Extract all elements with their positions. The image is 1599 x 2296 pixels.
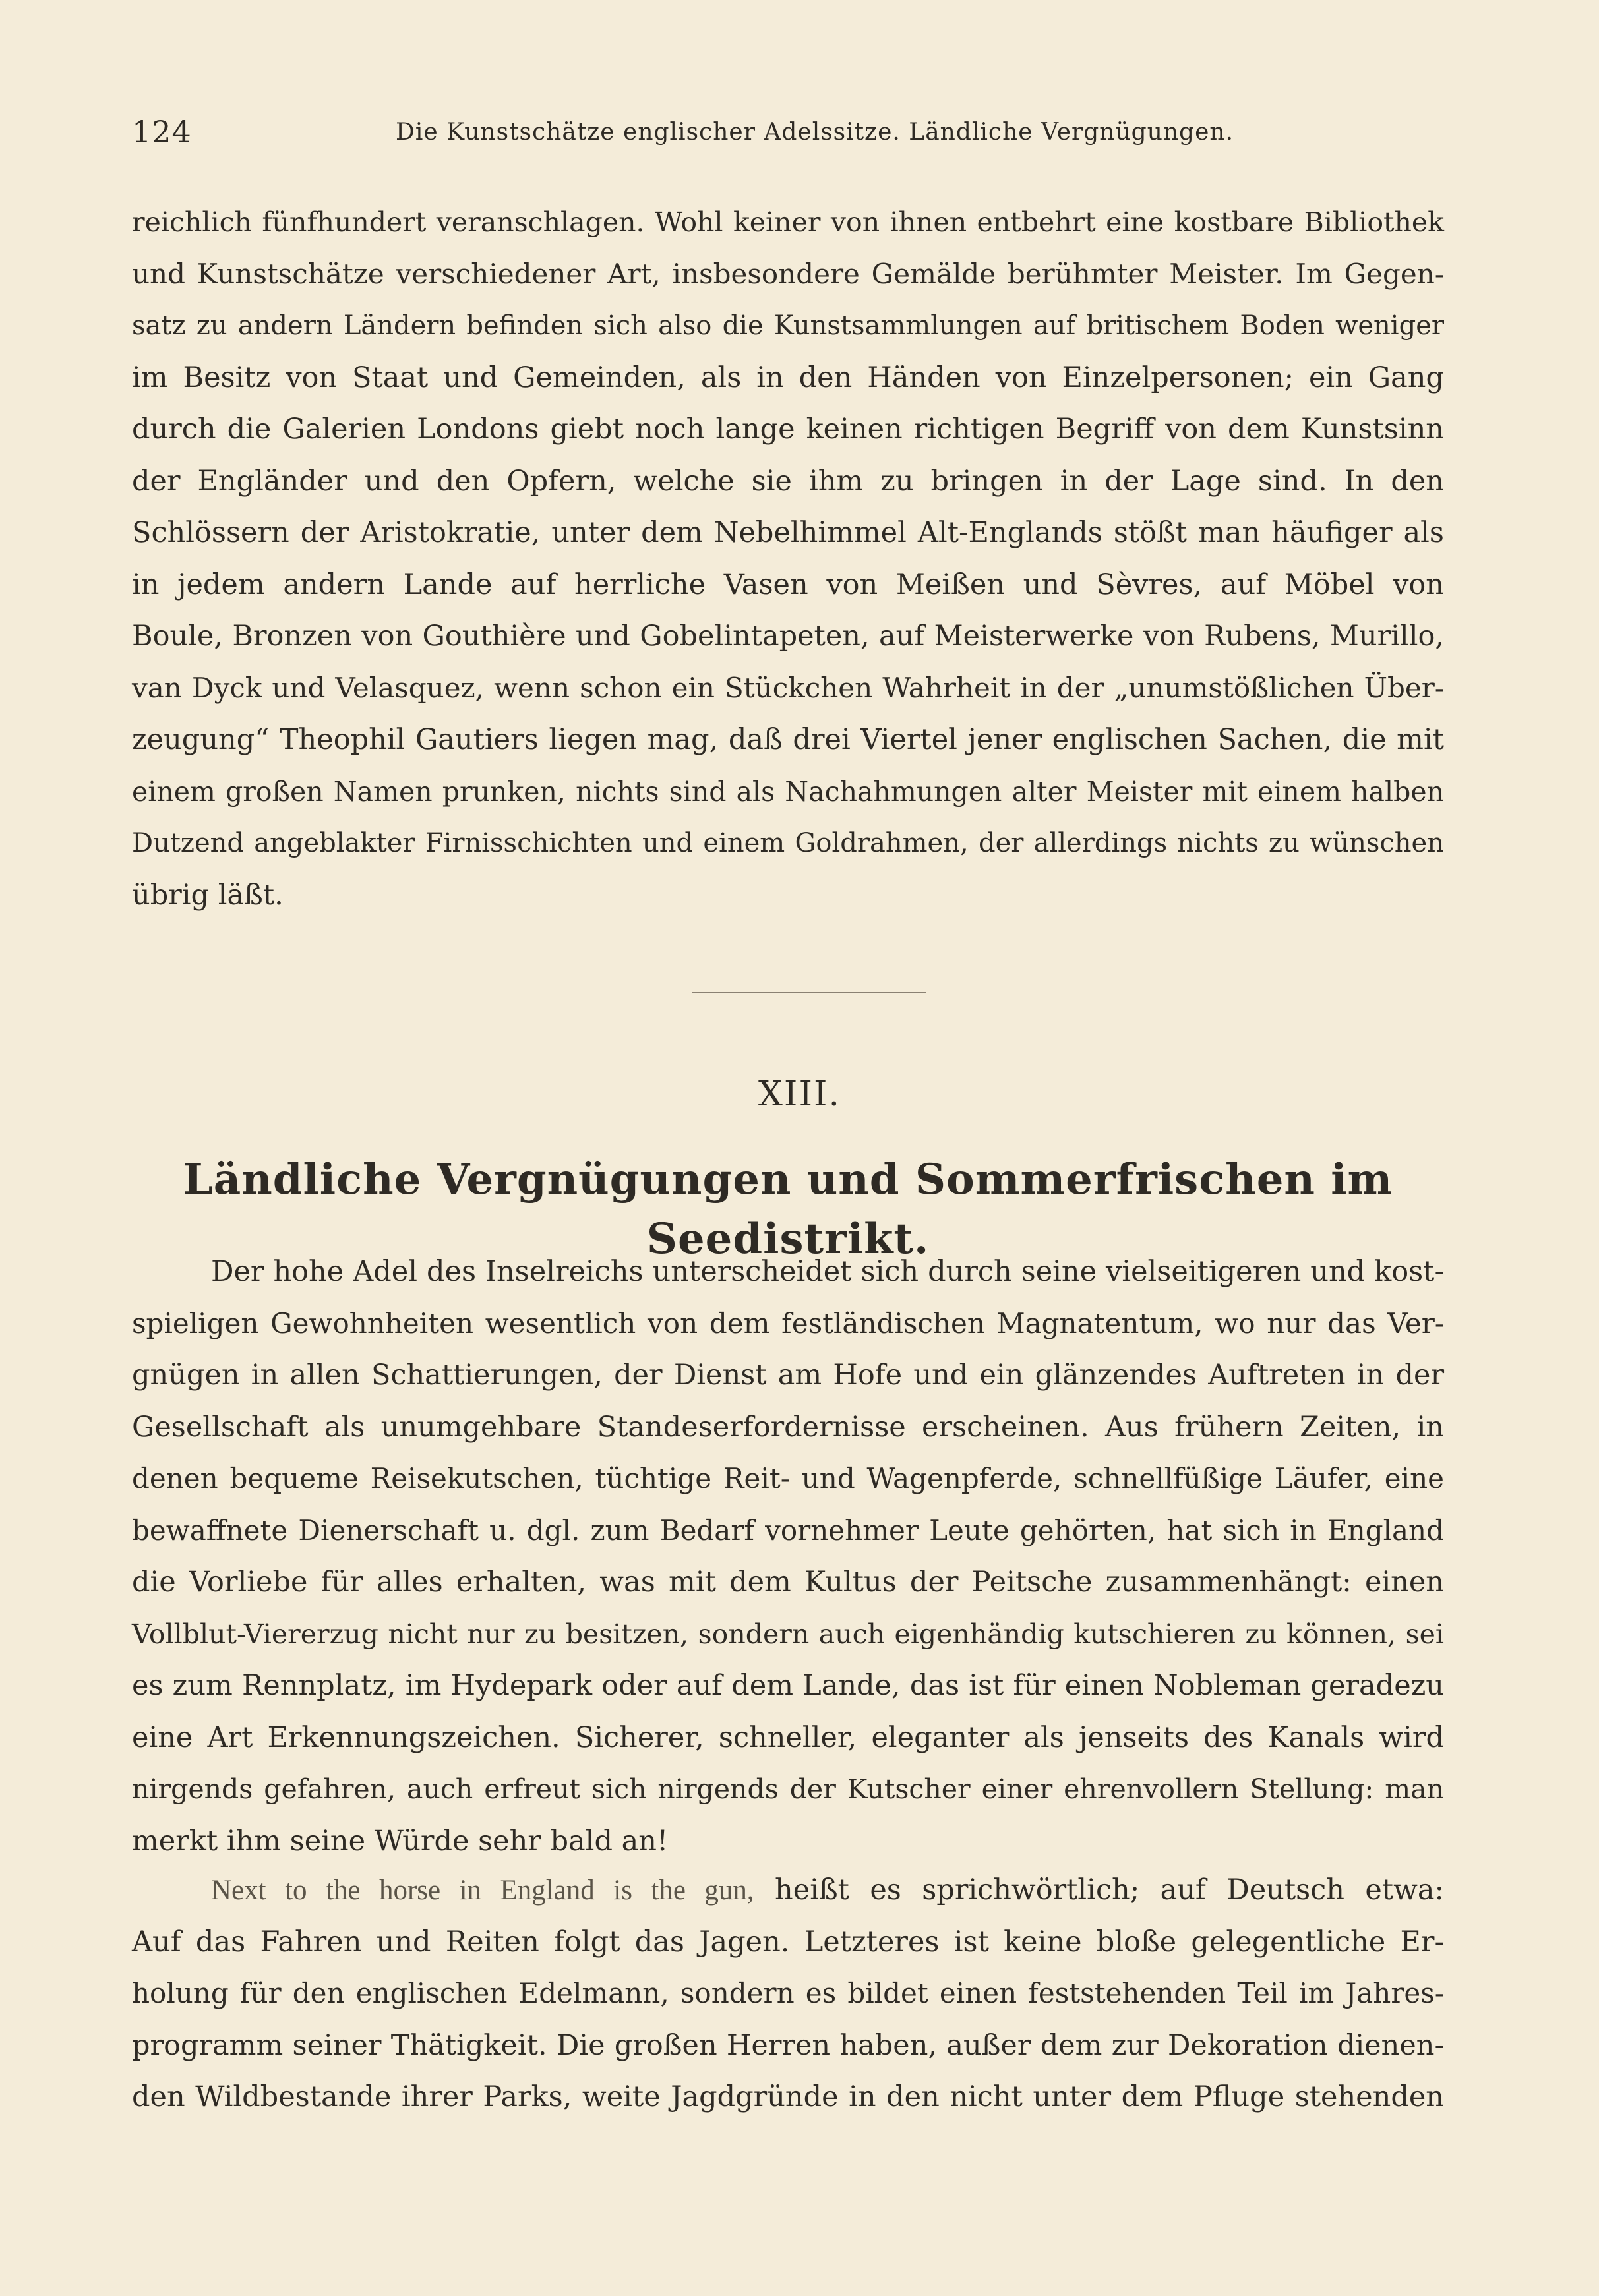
chapter-title: Ländliche Vergnügungen und Sommerfrischen im Seedistrikt. <box>183 1155 1393 1264</box>
text-line: gnügen in allen Schattierungen, der Dienst am Hofe und ein glänzendes Auftreten in der <box>132 1359 1444 1392</box>
text-line: programm seiner Thätigkeit. Die großen Herren haben, außer dem zur Dekoration dienen- <box>132 2028 1444 2062</box>
top-paragraph <box>132 196 1444 921</box>
text-line: durch die Galerien Londons giebt noch lange keinen richtigen Begriff von dem Kunstsinn <box>132 413 1444 446</box>
page-number: 124 <box>132 114 192 150</box>
text-line: eine Art Erkennungszeichen. Sicherer, schneller, eleganter als jenseits des Kanals wird <box>132 1721 1444 1754</box>
text-line: der Engländer und den Opfern, welche sie ihm zu bringen in der Lage sind. In den <box>132 464 1444 498</box>
text-line: es zum Rennplatz, im Hydepark oder auf dem Lande, das ist für einen Nobleman geradezu <box>132 1669 1444 1702</box>
text-line: bewaffnete Dienerschaft u. dgl. zum Bedarf vornehmer Leute gehörten, hat sich in England <box>132 1514 1444 1546</box>
text-line: im Besitz von Staat und Gemeinden, als in den Händen von Einzelpersonen; ein Gang <box>132 361 1444 394</box>
text-line <box>132 1864 1444 1916</box>
chapter-number: XIII. <box>758 1074 841 1114</box>
text-line: nirgends gefahren, auch erfreut sich nirgends der Kutscher einer ehrenvollern Stellung: man <box>132 1773 1444 1805</box>
text-line: satz zu andern Ländern befinden sich also die Kunstsammlungen auf britischem Boden weniger <box>132 310 1444 341</box>
body-paragraph-2 <box>132 1864 1444 2123</box>
text-line: Der hohe Adel des Inselreichs unterscheidet sich durch seine vielseitigeren und kost- <box>211 1255 1444 1288</box>
text-line: merkt ihm seine Würde sehr bald an! <box>132 1824 669 1858</box>
text-line: van Dyck und Velasquez, wenn schon ein Stückchen Wahrheit in der „unumstößlichen Über- <box>132 671 1444 704</box>
text-line: Auf das Fahren und Reiten folgt das Jagen. Letzteres ist keine bloße gelegentliche Er- <box>132 1925 1444 1958</box>
text-line: denen bequeme Reisekutschen, tüchtige Reit- und Wagenpferde, schnellfüßige Läufer, eine <box>132 1462 1444 1494</box>
section-divider <box>692 992 926 993</box>
text-line: einem großen Namen prunken, nichts sind als Nachahmungen alter Meister mit einem halben <box>132 775 1444 808</box>
text-line: Gesellschaft als unumgehbare Standeserfordernisse erscheinen. Aus frühern Zeiten, in <box>132 1410 1444 1444</box>
text-line: zeugung“ Theophil Gautiers liegen mag, daß drei Viertel jener englischen Sachen, die mit <box>132 723 1444 756</box>
text-line: den Wildbestande ihrer Parks, weite Jagdgründe in den nicht unter dem Pfluge stehenden <box>132 2080 1444 2113</box>
text-line: Dutzend angeblakter Firnisschichten und einem Goldrahmen, der allerdings nichts zu wünschen <box>132 828 1444 858</box>
running-head <box>132 112 1444 152</box>
text-line: übrig läßt. <box>132 878 284 912</box>
text-line: und Kunstschätze verschiedener Art, insbesondere Gemälde berühmter Meister. Im Gegen- <box>132 257 1444 290</box>
body-paragraph-1 <box>132 1246 1444 1867</box>
text-line: Vollblut-Viererzug nicht nur zu besitzen, sondern auch eigenhändig kutschieren zu können, sei <box>132 1618 1444 1650</box>
text-line: Boule, Bronzen von Gouthière und Gobelintapeten, auf Meisterwerke von Rubens, Murillo, <box>132 620 1444 653</box>
text-line: Schlössern der Aristokratie, unter dem Nebelhimmel Alt-Englands stößt man häufiger als <box>132 516 1444 549</box>
text-line: in jedem andern Lande auf herrliche Vasen von Meißen und Sèvres, auf Möbel von <box>132 568 1444 601</box>
running-title: Die Kunstschätze englischer Adelssitze. Ländliche Vergnügungen. <box>396 119 1234 146</box>
english-quote: Next to the horse in England is the gun, <box>211 1875 754 1906</box>
text-line: reichlich fünfhundert veranschlagen. Wohl keiner von ihnen entbehrt eine kostbare Bibliothek <box>132 206 1444 238</box>
text-line: holung für den englischen Edelmann, sondern es bildet einen feststehenden Teil im Jahres- <box>132 1977 1444 2009</box>
text-fragment: heißt es sprichwörtlich; auf Deutsch etwa: <box>775 1873 1444 1906</box>
text-line: die Vorliebe für alles erhalten, was mit dem Kultus der Peitsche zusammenhängt: einen <box>132 1566 1444 1599</box>
text-line: spieligen Gewohnheiten wesentlich von dem festländischen Magnatentum, wo nur das Ver- <box>132 1307 1444 1339</box>
